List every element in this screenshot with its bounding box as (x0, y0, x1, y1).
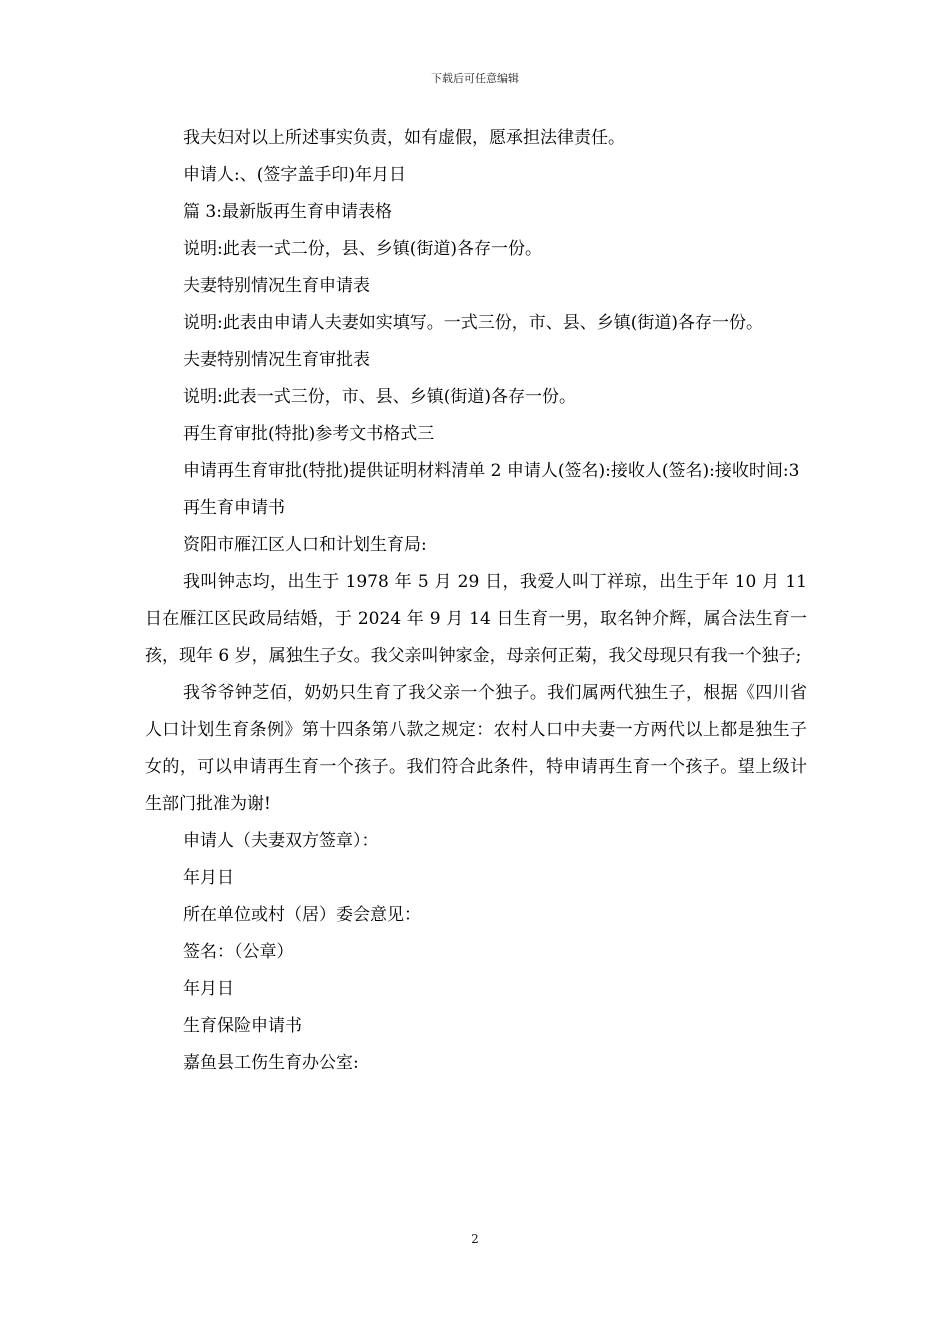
paragraph-16: 年月日 (183, 868, 234, 888)
paragraph-5: 夫妻特别情况生育申请表 (183, 276, 370, 296)
paragraph-2: 申请人:、(签字盖手印)年月日 (183, 165, 406, 185)
paragraph-7: 夫妻特别情况生育审批表 (183, 350, 370, 370)
paragraph-12: 资阳市雁江区人口和计划生育局: (183, 535, 427, 555)
paragraph-3: 篇 3:最新版再生育申请表格 (183, 202, 392, 222)
page-number: 2 (471, 1232, 479, 1246)
paragraph-15: 申请人（夫妻双方签章）： (183, 831, 379, 851)
paragraph-6: 说明:此表由申请人夫妻如实填写。一式三份，市、县、乡镇(街道)各存一份。 (183, 313, 763, 333)
paragraph-4: 说明:此表一式二份，县、乡镇(街道)各存一份。 (183, 239, 542, 259)
paragraph-18: 签名：（公章） (183, 942, 294, 962)
paragraph-14: 我爷爷钟芝佰，奶奶只生育了我父亲一个独子。我们属两代独生子，根据《四川省人口计划生育条例》第十四条第八款之规定：农村人口中夫妻一方两代以上都是独生子女的，可以申请再生育一个孩子。我们符合此条件，特申请再生育一个孩子。望上级计生部门批准为谢! (145, 683, 807, 814)
document-body (145, 120, 807, 1082)
paragraph-19: 年月日 (183, 979, 234, 999)
paragraph-17: 所在单位或村（居）委会意见： (183, 905, 421, 925)
paragraph-10: 申请再生育审批(特批)提供证明材料清单 2 申请人(签名):接收人(签名):接收时间:3 (183, 461, 800, 481)
paragraph-11: 再生育申请书 (183, 498, 285, 518)
page-header: 下载后可任意编辑 (431, 72, 519, 85)
paragraph-20: 生育保险申请书 (183, 1016, 302, 1036)
paragraph-13: 我叫钟志均，出生于 1978 年 5 月 29 日，我爱人叫丁祥琼，出生于年 10 月 11 日在雁江区民政局结婚，于 2024 年 9 月 14 日生育一男，取名钟介辉，属合法生育一孩，现年 6 岁，属独生子女。我父亲叫钟家金，母亲何正菊，我父母现只有我一个独子; (145, 572, 807, 666)
paragraph-21: 嘉鱼县工伤生育办公室: (183, 1053, 359, 1073)
paragraph-8: 说明:此表一式三份，市、县、乡镇(街道)各存一份。 (183, 387, 576, 407)
paragraph-9: 再生育审批(特批)参考文书格式三 (183, 424, 435, 444)
paragraph-1: 我夫妇对以上所述事实负责，如有虚假，愿承担法律责任。 (183, 128, 625, 148)
